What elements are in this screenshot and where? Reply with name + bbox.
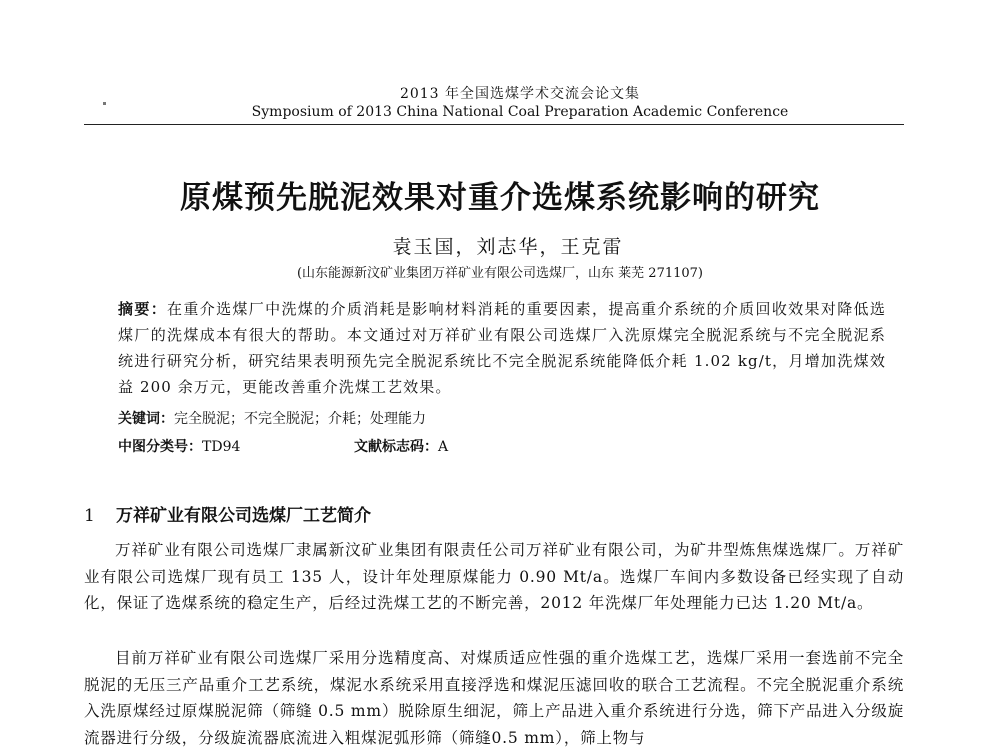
keywords-label: 关键词： (118, 411, 174, 427)
authors: 袁玉国，刘志华，王克雷 (392, 236, 624, 258)
clc-label: 中图分类号： (118, 439, 202, 455)
header-cn: 2013 年全国选煤学术交流会论文集 (399, 86, 641, 102)
paragraph-text: 万祥矿业有限公司选煤厂隶属新汶矿业集团有限责任公司万祥矿业有限公司，为矿井型炼焦煤选煤厂。万祥矿业有限公司选煤厂现有员工 135 人，设计年处理原煤能力 0.90 Mt/a。选煤厂车间内多数设备已经实现了自动化，保证了选煤系统的稳定生产，后经过洗煤工艺的不断完善，2012 年洗煤厂年处理能力已达 1.20 Mt/a。 (84, 541, 904, 612)
doc-code-label: 文献标志码： (354, 439, 438, 455)
section-heading (84, 501, 371, 526)
classification (118, 436, 886, 456)
abstract-label: 摘要： (118, 300, 168, 318)
paragraph-text: 目前万祥矿业有限公司选煤厂采用分选精度高、对煤质适应性强的重介选煤工艺，选煤厂采用一套选前不完全脱泥的无压三产品重介工艺系统，煤泥水系统采用直接浮选和煤泥压滤回收的联合工艺流程。不完全脱泥重介系统入洗原煤经过原煤脱泥筛（筛缝 0.5 mm）脱除原生细泥，筛上产品进入重介系统进行分选，筛下产品进入分级旋流器进行分级，分级旋流器底流进入粗煤泥弧形筛（筛缝0.5 mm），筛上物与 (84, 649, 904, 747)
body-paragraph-1 (84, 537, 904, 617)
abstract (118, 296, 886, 400)
keywords-text: 完全脱泥；不完全脱泥；介耗；处理能力 (174, 411, 426, 427)
header-en: Symposium of 2013 China National Coal Preparation Academic Conference (251, 104, 789, 120)
header-rule (84, 124, 904, 125)
clc-value: TD94 (202, 439, 241, 455)
keywords (118, 408, 426, 428)
running-header (0, 83, 1000, 120)
doc-code-value: A (438, 439, 449, 455)
section-title: 万祥矿业有限公司选煤厂工艺简介 (116, 506, 371, 526)
abstract-text: 在重介选煤厂中洗煤的介质消耗是影响材料消耗的重要因素，提高重介系统的介质回收效果对降低选煤厂的洗煤成本有很大的帮助。本文通过对万祥矿业有限公司选煤厂入洗原煤完全脱泥系统与不完全脱泥系统进行研究分析，研究结果表明预先完全脱泥系统比不完全脱泥系统能降低介耗 1.02 kg/t，月增加洗煤效益 200 余万元，更能改善重介洗煤工艺效果。 (118, 300, 886, 396)
section-number: 1 (84, 506, 95, 526)
affiliation: (山东能源新汶矿业集团万祥矿业有限公司选煤厂，山东 莱芜 271107) (296, 266, 704, 281)
paper-title: 原煤预先脱泥效果对重介选煤系统影响的研究 (180, 180, 820, 216)
body-paragraph-2 (84, 645, 904, 751)
doc-code (354, 436, 448, 456)
